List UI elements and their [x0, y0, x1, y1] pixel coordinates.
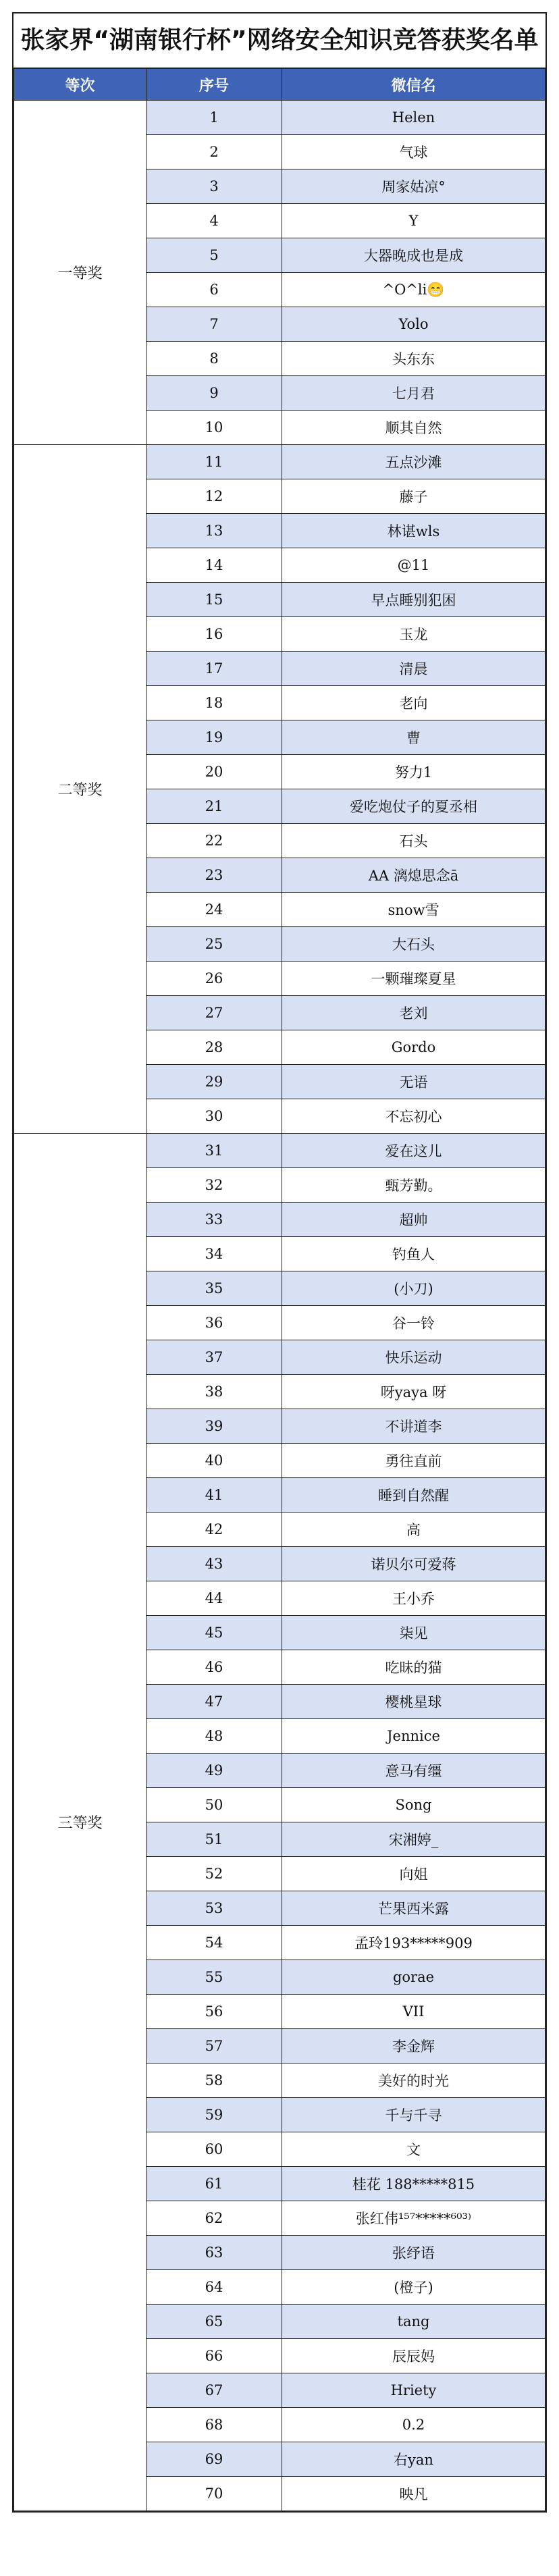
number-cell: 8	[147, 342, 282, 376]
wechat-name-cell: 芒果西米露	[282, 1891, 545, 1926]
wechat-name-cell: 诺贝尔可爱蒋	[282, 1547, 545, 1581]
wechat-name-cell: 张纾语	[282, 2236, 545, 2270]
number-cell: 36	[147, 1306, 282, 1340]
number-cell: 37	[147, 1340, 282, 1375]
wechat-name-cell: 睡到自然醒	[282, 1478, 545, 1513]
wechat-name-cell: 宋湘婷_	[282, 1822, 545, 1857]
number-cell: 11	[147, 445, 282, 479]
number-cell: 43	[147, 1547, 282, 1581]
number-cell: 26	[147, 962, 282, 996]
wechat-name-cell: 意马有缰	[282, 1754, 545, 1788]
wechat-name-cell: 林谌wls	[282, 514, 545, 548]
wechat-name-cell: 爱在这儿	[282, 1134, 545, 1168]
wechat-name-cell: 周家姑凉°	[282, 169, 545, 204]
wechat-name-cell: 大器晚成也是成	[282, 238, 545, 273]
number-cell: 10	[147, 411, 282, 445]
number-cell: 17	[147, 652, 282, 686]
number-cell: 58	[147, 2064, 282, 2098]
wechat-name-cell: Hriety	[282, 2373, 545, 2408]
wechat-name-cell: 吃昧的猫	[282, 1650, 545, 1685]
number-cell: 64	[147, 2270, 282, 2305]
number-cell: 1	[147, 101, 282, 135]
number-cell: 68	[147, 2408, 282, 2442]
table-row	[14, 101, 545, 135]
wechat-name-cell: 美好的时光	[282, 2064, 545, 2098]
number-cell: 48	[147, 1719, 282, 1754]
wechat-name-cell: snow雪	[282, 893, 545, 927]
wechat-name-cell: 右yan	[282, 2442, 545, 2477]
wechat-name-cell: AA 漓熄思念ā	[282, 858, 545, 893]
number-cell: 14	[147, 548, 282, 583]
wechat-name-cell: 七月君	[282, 376, 545, 411]
number-cell: 67	[147, 2373, 282, 2408]
wechat-name-cell: 映凡	[282, 2477, 545, 2511]
wechat-name-cell: 0.2	[282, 2408, 545, 2442]
wechat-name-cell: 李金辉	[282, 2029, 545, 2064]
wechat-name-cell: 努力1	[282, 755, 545, 789]
number-cell: 30	[147, 1099, 282, 1134]
number-cell: 28	[147, 1030, 282, 1065]
tier-cell: 三等奖	[14, 1134, 147, 2511]
number-cell: 66	[147, 2339, 282, 2373]
number-cell: 39	[147, 1409, 282, 1444]
number-cell: 65	[147, 2305, 282, 2339]
award-list-sheet	[12, 12, 547, 2513]
number-cell: 49	[147, 1754, 282, 1788]
number-cell: 56	[147, 1995, 282, 2029]
number-cell: 50	[147, 1788, 282, 1822]
wechat-name-cell: 藤子	[282, 479, 545, 514]
number-cell: 15	[147, 583, 282, 617]
wechat-name-cell: 不讲道李	[282, 1409, 545, 1444]
number-cell: 4	[147, 204, 282, 238]
number-cell: 55	[147, 1960, 282, 1995]
number-cell: 35	[147, 1271, 282, 1306]
number-cell: 19	[147, 720, 282, 755]
wechat-name-cell: 谷一铃	[282, 1306, 545, 1340]
wechat-name-cell: 向姐	[282, 1857, 545, 1891]
number-cell: 25	[147, 927, 282, 962]
wechat-name-cell: 文	[282, 2132, 545, 2167]
number-cell: 24	[147, 893, 282, 927]
number-cell: 45	[147, 1616, 282, 1650]
wechat-name-cell: 王小乔	[282, 1581, 545, 1616]
wechat-name-cell: 头东东	[282, 342, 545, 376]
number-cell: 46	[147, 1650, 282, 1685]
page-title: 张家界“湖南银行杯”网络安全知识竞答获奖名单	[14, 14, 545, 68]
wechat-name-cell: 老向	[282, 686, 545, 720]
wechat-name-cell: 一颗璀璨夏星	[282, 962, 545, 996]
wechat-name-cell: 大石头	[282, 927, 545, 962]
number-cell: 61	[147, 2167, 282, 2201]
number-cell: 69	[147, 2442, 282, 2477]
wechat-name-cell: 张红伟¹⁵⁷*****⁶⁰³⁾	[282, 2201, 545, 2236]
number-cell: 29	[147, 1065, 282, 1099]
number-cell: 12	[147, 479, 282, 514]
table-row	[14, 1134, 545, 1168]
number-cell: 5	[147, 238, 282, 273]
number-cell: 44	[147, 1581, 282, 1616]
number-cell: 53	[147, 1891, 282, 1926]
table-header-row	[14, 69, 545, 101]
wechat-name-cell: 曹	[282, 720, 545, 755]
wechat-name-cell: 顺其自然	[282, 411, 545, 445]
wechat-name-cell: 樱桃星球	[282, 1685, 545, 1719]
number-cell: 47	[147, 1685, 282, 1719]
wechat-name-cell: 高	[282, 1513, 545, 1547]
number-cell: 31	[147, 1134, 282, 1168]
wechat-name-cell: 玉龙	[282, 617, 545, 652]
number-cell: 18	[147, 686, 282, 720]
wechat-name-cell: 勇往直前	[282, 1444, 545, 1478]
wechat-name-cell: 爱吃炮仗子的夏丞相	[282, 789, 545, 824]
wechat-name-cell: ^O^li😁	[282, 273, 545, 307]
wechat-name-cell: Song	[282, 1788, 545, 1822]
number-cell: 9	[147, 376, 282, 411]
wechat-name-cell: 五点沙滩	[282, 445, 545, 479]
wechat-name-cell: 孟玲193*****909	[282, 1926, 545, 1960]
tier-cell: 二等奖	[14, 445, 147, 1134]
header-wechat-name: 微信名	[282, 69, 545, 101]
wechat-name-cell: 超帅	[282, 1203, 545, 1237]
number-cell: 54	[147, 1926, 282, 1960]
wechat-name-cell: 早点睡别犯困	[282, 583, 545, 617]
number-cell: 27	[147, 996, 282, 1030]
wechat-name-cell: Helen	[282, 101, 545, 135]
wechat-name-cell: Y	[282, 204, 545, 238]
wechat-name-cell: Jennice	[282, 1719, 545, 1754]
number-cell: 57	[147, 2029, 282, 2064]
number-cell: 2	[147, 135, 282, 169]
wechat-name-cell: 钓鱼人	[282, 1237, 545, 1271]
number-cell: 42	[147, 1513, 282, 1547]
number-cell: 32	[147, 1168, 282, 1203]
number-cell: 51	[147, 1822, 282, 1857]
award-table	[14, 68, 545, 2511]
wechat-name-cell: 甄芳勤。	[282, 1168, 545, 1203]
number-cell: 22	[147, 824, 282, 858]
number-cell: 62	[147, 2201, 282, 2236]
wechat-name-cell: (小刀)	[282, 1271, 545, 1306]
number-cell: 60	[147, 2132, 282, 2167]
number-cell: 63	[147, 2236, 282, 2270]
wechat-name-cell: VII	[282, 1995, 545, 2029]
number-cell: 52	[147, 1857, 282, 1891]
number-cell: 38	[147, 1375, 282, 1409]
number-cell: 70	[147, 2477, 282, 2511]
number-cell: 6	[147, 273, 282, 307]
wechat-name-cell: 柒见	[282, 1616, 545, 1650]
table-row	[14, 445, 545, 479]
wechat-name-cell: 快乐运动	[282, 1340, 545, 1375]
wechat-name-cell: 呀yaya 呀	[282, 1375, 545, 1409]
wechat-name-cell: 不忘初心	[282, 1099, 545, 1134]
number-cell: 23	[147, 858, 282, 893]
table-body	[14, 101, 545, 2511]
wechat-name-cell: 辰辰妈	[282, 2339, 545, 2373]
tier-cell: 一等奖	[14, 101, 147, 445]
wechat-name-cell: 石头	[282, 824, 545, 858]
number-cell: 16	[147, 617, 282, 652]
wechat-name-cell: tang	[282, 2305, 545, 2339]
wechat-name-cell: 清晨	[282, 652, 545, 686]
number-cell: 3	[147, 169, 282, 204]
number-cell: 41	[147, 1478, 282, 1513]
wechat-name-cell: (橙子)	[282, 2270, 545, 2305]
wechat-name-cell: @11	[282, 548, 545, 583]
number-cell: 40	[147, 1444, 282, 1478]
number-cell: 33	[147, 1203, 282, 1237]
number-cell: 21	[147, 789, 282, 824]
number-cell: 13	[147, 514, 282, 548]
wechat-name-cell: 无语	[282, 1065, 545, 1099]
wechat-name-cell: Yolo	[282, 307, 545, 342]
wechat-name-cell: 气球	[282, 135, 545, 169]
wechat-name-cell: 千与千寻	[282, 2098, 545, 2132]
wechat-name-cell: 老刘	[282, 996, 545, 1030]
number-cell: 20	[147, 755, 282, 789]
wechat-name-cell: 桂花 188*****815	[282, 2167, 545, 2201]
header-number: 序号	[147, 69, 282, 101]
header-tier: 等次	[14, 69, 147, 101]
number-cell: 34	[147, 1237, 282, 1271]
wechat-name-cell: gorae	[282, 1960, 545, 1995]
number-cell: 7	[147, 307, 282, 342]
number-cell: 59	[147, 2098, 282, 2132]
wechat-name-cell: Gordo	[282, 1030, 545, 1065]
